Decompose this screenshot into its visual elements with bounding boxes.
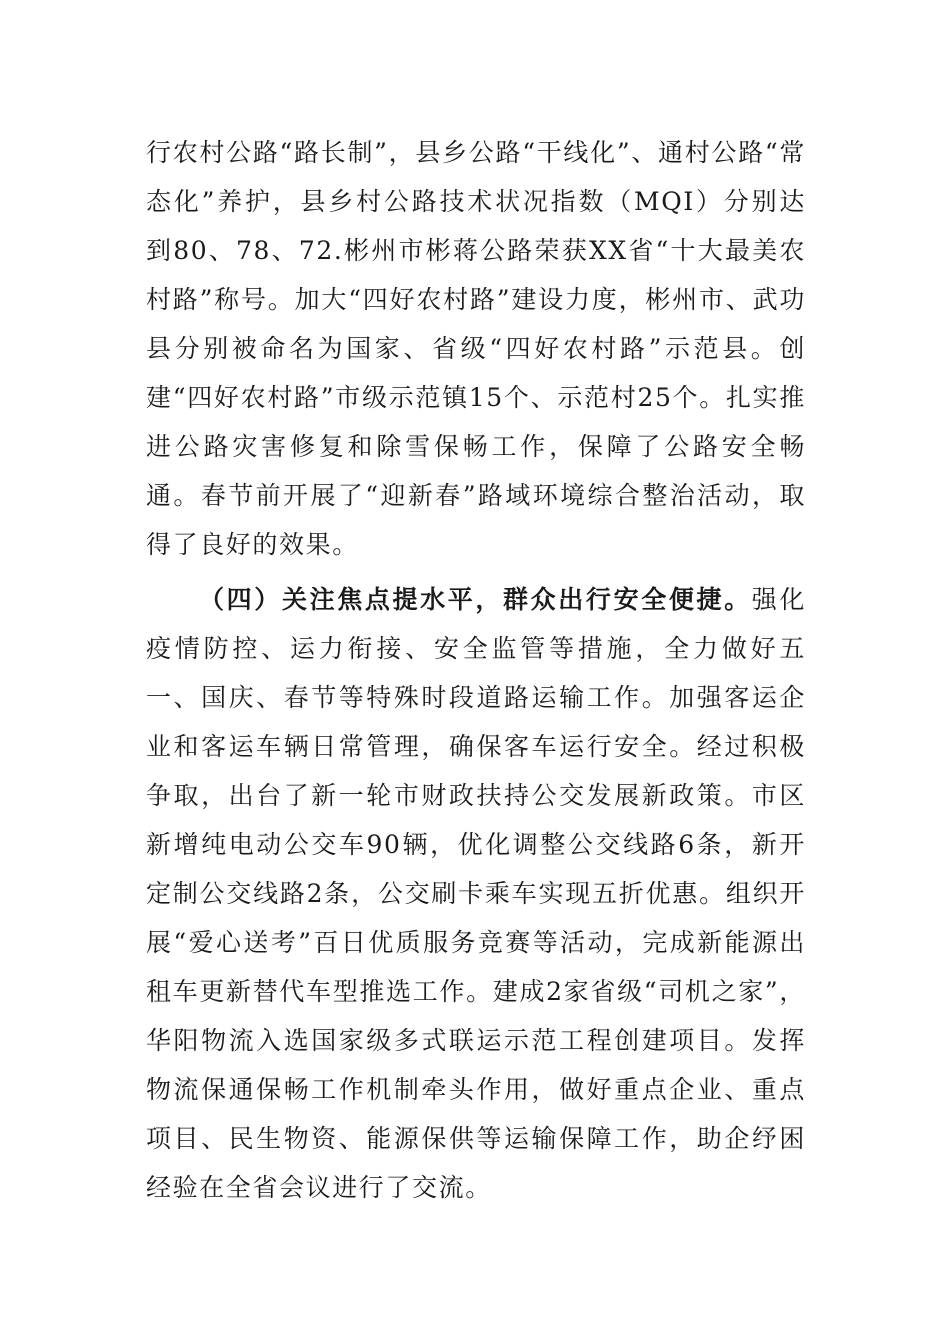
paragraph-2-text: 强化疫情防控、运力衔接、安全监管等措施，全力做好五一、国庆、春节等特殊时段道路运输工作。加强客运企业和客运车辆日常管理，确保客车运行安全。经过积极争取，出台了新一轮市财政扶持公交发展新政策。市区新增纯电动公交车90辆，优化调整公交线路6条，新开定制公交线路2条，公交刷卡乘车实现五折优惠。组织开展“爱心送考”百日优质服务竞赛等活动，完成新能源出租车更新替代车型推选工作。建成2家省级“司机之家”，华阳物流入选国家级多式联运示范工程创建项目。发挥物流保通保畅工作机制牵头作用，做好重点企业、重点项目、民生物资、能源保供等运输保障工作，助企纾困经验在全省会议进行了交流。 <box>146 585 806 1202</box>
paragraph-1-text: 行农村公路“路长制”，县乡公路“干线化”、通村公路“常态化”养护，县乡村公路技术状况指数（MQI）分别达到80、78、72.彬州市彬蒋公路荣获XX省“十大最美农村路”称号。加大“四好农村路”建设力度，彬州市、武功县分别被命名为国家、省级“四好农村路”示范县。创建“四好农村路”市级示范镇15个、示范村25个。扎实推进公路灾害修复和除雪保畅工作，保障了公路安全畅通。春节前开展了“迎新春”路域环境综合整治活动，取得了良好的效果。 <box>146 138 806 559</box>
paragraph-travel-safety <box>146 575 806 1212</box>
paragraph-2 <box>146 575 806 1212</box>
section-heading: （四）关注焦点提水平，群众出行安全便捷。 <box>198 585 752 614</box>
paragraph-road-maintenance <box>146 128 806 569</box>
